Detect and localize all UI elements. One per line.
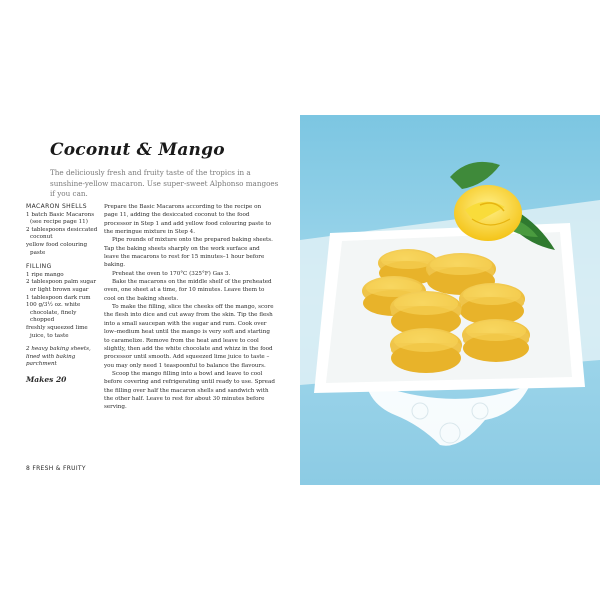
ingredient-line: 1 tablespoon dark rum — [26, 294, 91, 301]
shells-list — [26, 212, 108, 258]
equipment-note — [26, 346, 108, 369]
ingredient-line: 100 g/3½ oz. white — [26, 302, 81, 309]
method-paragraph: Scoop the mango filling into a bowl and leave to cool before covering and refrigerating until ready to use. Spread the filling over half the macaron shells and sandwich with the other half. Leave to rest for about 30 minutes before serving. — [104, 370, 275, 411]
ingredient-line: coconut — [30, 234, 53, 241]
method-paragraph: Prepare the Basic Macarons according to the recipe on page 11, adding the desiccated coconut to the food processor in Step 1 and add yellow food colouring paste to the meringue mixture in Step 4. — [104, 204, 272, 236]
method-paragraph: Preheat the oven to 170°C (325°F) Gas 3. — [112, 270, 231, 277]
ingredient-line: (see recipe page 11) — [30, 219, 88, 226]
ingredient-line: paste — [30, 249, 46, 256]
ingredients-column — [26, 203, 108, 383]
ingredient-line: chocolate, finely — [30, 309, 77, 316]
ingredient-line: 1 ripe mango — [26, 271, 64, 278]
ingredient-line: 1 batch Basic Macarons — [26, 211, 95, 218]
page-folio: 8 FRESH & FRUITY — [26, 465, 86, 472]
ingredient-line: yellow food colouring — [26, 241, 88, 248]
method-paragraph: Pipe rounds of mixture onto the prepared baking sheets. Tap the baking sheets sharply on the work surface and leave the macarons to rest for 15 minutes–1 hour before baking. — [104, 237, 273, 269]
ingredient-line: 2 tablespoons desiccated — [26, 226, 98, 233]
ingredient-line: or light brown sugar — [30, 286, 89, 293]
equipment-line: 2 heavy baking sheets, — [26, 346, 91, 353]
equipment-line: lined with baking — [26, 353, 76, 360]
recipe-intro: The deliciously fresh and fruity taste of the tropics in a sunshine-yellow macaron. Use super-sweet Alphonso mangoes if you can. — [50, 168, 279, 198]
method-paragraph: To make the filling, slice the cheeks off the mango, score the flesh into dice and cut away from the skin. Tip the flesh into a small saucepan with the sugar and rum. Cook over low–medium heat until the mango is very soft and starting to caramelize. Remove from the heat and leave to cool slightly, then add the white chocolate and whizz in the food processor until smooth. Add squeezed lime juice to taste – you may only need 1 teaspoonful to balance the flavours. — [104, 304, 274, 369]
recipe-title: Coconut & Mango — [50, 140, 225, 160]
shells-heading: MACARON SHELLS — [26, 203, 87, 210]
filling-list — [26, 272, 108, 340]
filling-heading: FILLING — [26, 263, 52, 271]
equipment-line: parchment — [26, 361, 57, 368]
ingredient-line: chopped — [30, 317, 55, 324]
ingredient-line: juice, to taste — [30, 332, 69, 339]
ingredient-line: 2 tablespoon palm sugar — [26, 279, 97, 286]
method-column — [104, 203, 276, 412]
macaron-photo — [300, 115, 600, 485]
method-paragraph: Bake the macarons on the middle shelf of the preheated oven, one sheet at a time, for 10 minutes. Leave them to cool on the baking sheets. — [104, 279, 272, 302]
yield-note: Makes 20 — [26, 374, 67, 384]
ingredient-line: freshly squeezed lime — [26, 324, 88, 331]
